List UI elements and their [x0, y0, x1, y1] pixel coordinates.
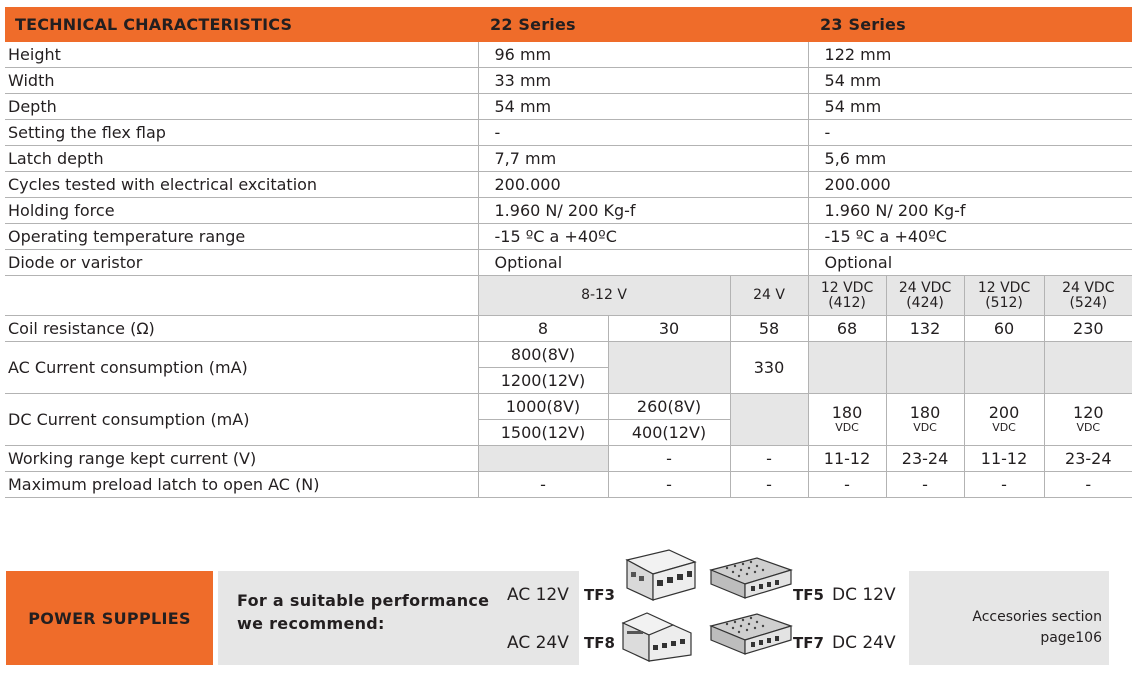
spec-value-22: 200.000 [478, 172, 808, 198]
cell-value: 60 [964, 316, 1044, 342]
table-row [5, 68, 1132, 94]
cell-value: 58 [730, 316, 808, 342]
spec-label: Cycles tested with electrical excitation [5, 172, 478, 198]
spec-value-23: 54 mm [808, 68, 1132, 94]
spec-value-23: 54 mm [808, 94, 1132, 120]
row-label: Coil resistance (Ω) [5, 316, 478, 342]
voltage-header-row [5, 276, 1132, 316]
cell-value: 1200(12V) [478, 368, 608, 394]
dc-current-row [5, 394, 1132, 420]
ac-current-row [5, 342, 1132, 368]
spec-value-22: 7,7 mm [478, 146, 808, 172]
spec-value-22: - [478, 120, 808, 146]
empty-cell [730, 394, 808, 446]
series-22-heading: 22 Series [478, 7, 808, 42]
working-range-row [5, 446, 1132, 472]
recommendation-text: For a suitable performance we recommend: [237, 591, 490, 633]
table-header [5, 7, 1132, 42]
cell-value: 23-24 [886, 446, 964, 472]
cell-value: 30 [608, 316, 730, 342]
tf7-label: TF7 [793, 634, 824, 652]
spec-value-22: 33 mm [478, 68, 808, 94]
cell-value: - [478, 472, 608, 498]
dc-24v-label: DC 24V [832, 633, 896, 653]
spec-label: Holding force [5, 198, 478, 224]
cell-value: - [1044, 472, 1132, 498]
series-23-heading: 23 Series [808, 7, 1132, 42]
cell-value: - [964, 472, 1044, 498]
voltage-heading: 12 VDC (512) [964, 276, 1044, 316]
spec-label: Height [5, 42, 478, 68]
cell-value: - [608, 446, 730, 472]
spec-value-23: 5,6 mm [808, 146, 1132, 172]
cell-value: 180 VDC [808, 394, 886, 446]
cell-value: 180 VDC [886, 394, 964, 446]
spec-value-22: 96 mm [478, 42, 808, 68]
cell-value: - [886, 472, 964, 498]
din-rail-supply-tf3-icon [617, 548, 699, 608]
cell-value: 1000(8V) [478, 394, 608, 420]
table-row [5, 94, 1132, 120]
cell-value: 132 [886, 316, 964, 342]
spec-value-22: -15 ºC a +40ºC [478, 224, 808, 250]
tf3-label: TF3 [584, 586, 615, 604]
empty-cell [1044, 342, 1132, 394]
cell-value: 11-12 [964, 446, 1044, 472]
cell-value: 260(8V) [608, 394, 730, 420]
spec-value-23: - [808, 120, 1132, 146]
enclosed-supply-tf5-icon [707, 556, 793, 602]
cell-value: - [608, 472, 730, 498]
cell-value: 68 [808, 316, 886, 342]
empty-cell [608, 342, 730, 394]
empty-cell [886, 342, 964, 394]
enclosed-supply-tf7-icon [707, 612, 793, 658]
tf8-label: TF8 [584, 634, 615, 652]
spec-value-23: -15 ºC a +40ºC [808, 224, 1132, 250]
cell-value: 200 VDC [964, 394, 1044, 446]
spec-label: Latch depth [5, 146, 478, 172]
cell-value: 11-12 [808, 446, 886, 472]
spec-value-23: 200.000 [808, 172, 1132, 198]
voltage-heading: 24 VDC (424) [886, 276, 964, 316]
cell-value: 8 [478, 316, 608, 342]
voltage-heading: 24 VDC (524) [1044, 276, 1132, 316]
spec-value-23: 1.960 N/ 200 Kg-f [808, 198, 1132, 224]
voltage-heading: 8-12 V [478, 276, 730, 316]
cell-value: - [730, 446, 808, 472]
accessories-reference: Accesories section page106 [972, 609, 1102, 646]
row-label: Working range kept current (V) [5, 446, 478, 472]
spec-value-23: 122 mm [808, 42, 1132, 68]
table-row [5, 224, 1132, 250]
coil-resistance-row [5, 316, 1132, 342]
row-label: Maximum preload latch to open AC (N) [5, 472, 478, 498]
empty-cell [808, 342, 886, 394]
spec-label: Diode or varistor [5, 250, 478, 276]
table-title: TECHNICAL CHARACTERISTICS [5, 7, 478, 42]
table-row [5, 120, 1132, 146]
cell-value: 120 VDC [1044, 394, 1132, 446]
spec-label: Width [5, 68, 478, 94]
ac-24v-label: AC 24V [507, 633, 569, 653]
empty-cell [964, 342, 1044, 394]
empty-cell [478, 446, 608, 472]
row-label: DC Current consumption (mA) [5, 394, 478, 446]
spec-value-22: 1.960 N/ 200 Kg-f [478, 198, 808, 224]
cell-value: - [730, 472, 808, 498]
table-row [5, 42, 1132, 68]
row-label: AC Current consumption (mA) [5, 342, 478, 394]
cell-value: 400(12V) [608, 420, 730, 446]
spec-label: Setting the flex flap [5, 120, 478, 146]
table-row [5, 172, 1132, 198]
cell-value: 23-24 [1044, 446, 1132, 472]
cell-value: 230 [1044, 316, 1132, 342]
tf5-label: TF5 [793, 586, 824, 604]
spec-value-22: 54 mm [478, 94, 808, 120]
spec-value-23: Optional [808, 250, 1132, 276]
ac-12v-label: AC 12V [507, 585, 569, 605]
din-rail-supply-tf8-icon [617, 605, 695, 665]
power-supplies-label: POWER SUPPLIES [6, 571, 213, 665]
cell-value: 330 [730, 342, 808, 394]
table-row [5, 146, 1132, 172]
spec-label: Operating temperature range [5, 224, 478, 250]
cell-value: 1500(12V) [478, 420, 608, 446]
cell-value: 800(8V) [478, 342, 608, 368]
table-row [5, 198, 1132, 224]
spec-label: Depth [5, 94, 478, 120]
voltage-heading: 24 V [730, 276, 808, 316]
spec-value-22: Optional [478, 250, 808, 276]
preload-row [5, 472, 1132, 498]
cell-value: - [808, 472, 886, 498]
blank-cell [5, 276, 478, 316]
table-row [5, 250, 1132, 276]
dc-12v-label: DC 12V [832, 585, 896, 605]
technical-characteristics-table [5, 7, 1132, 498]
voltage-heading: 12 VDC (412) [808, 276, 886, 316]
